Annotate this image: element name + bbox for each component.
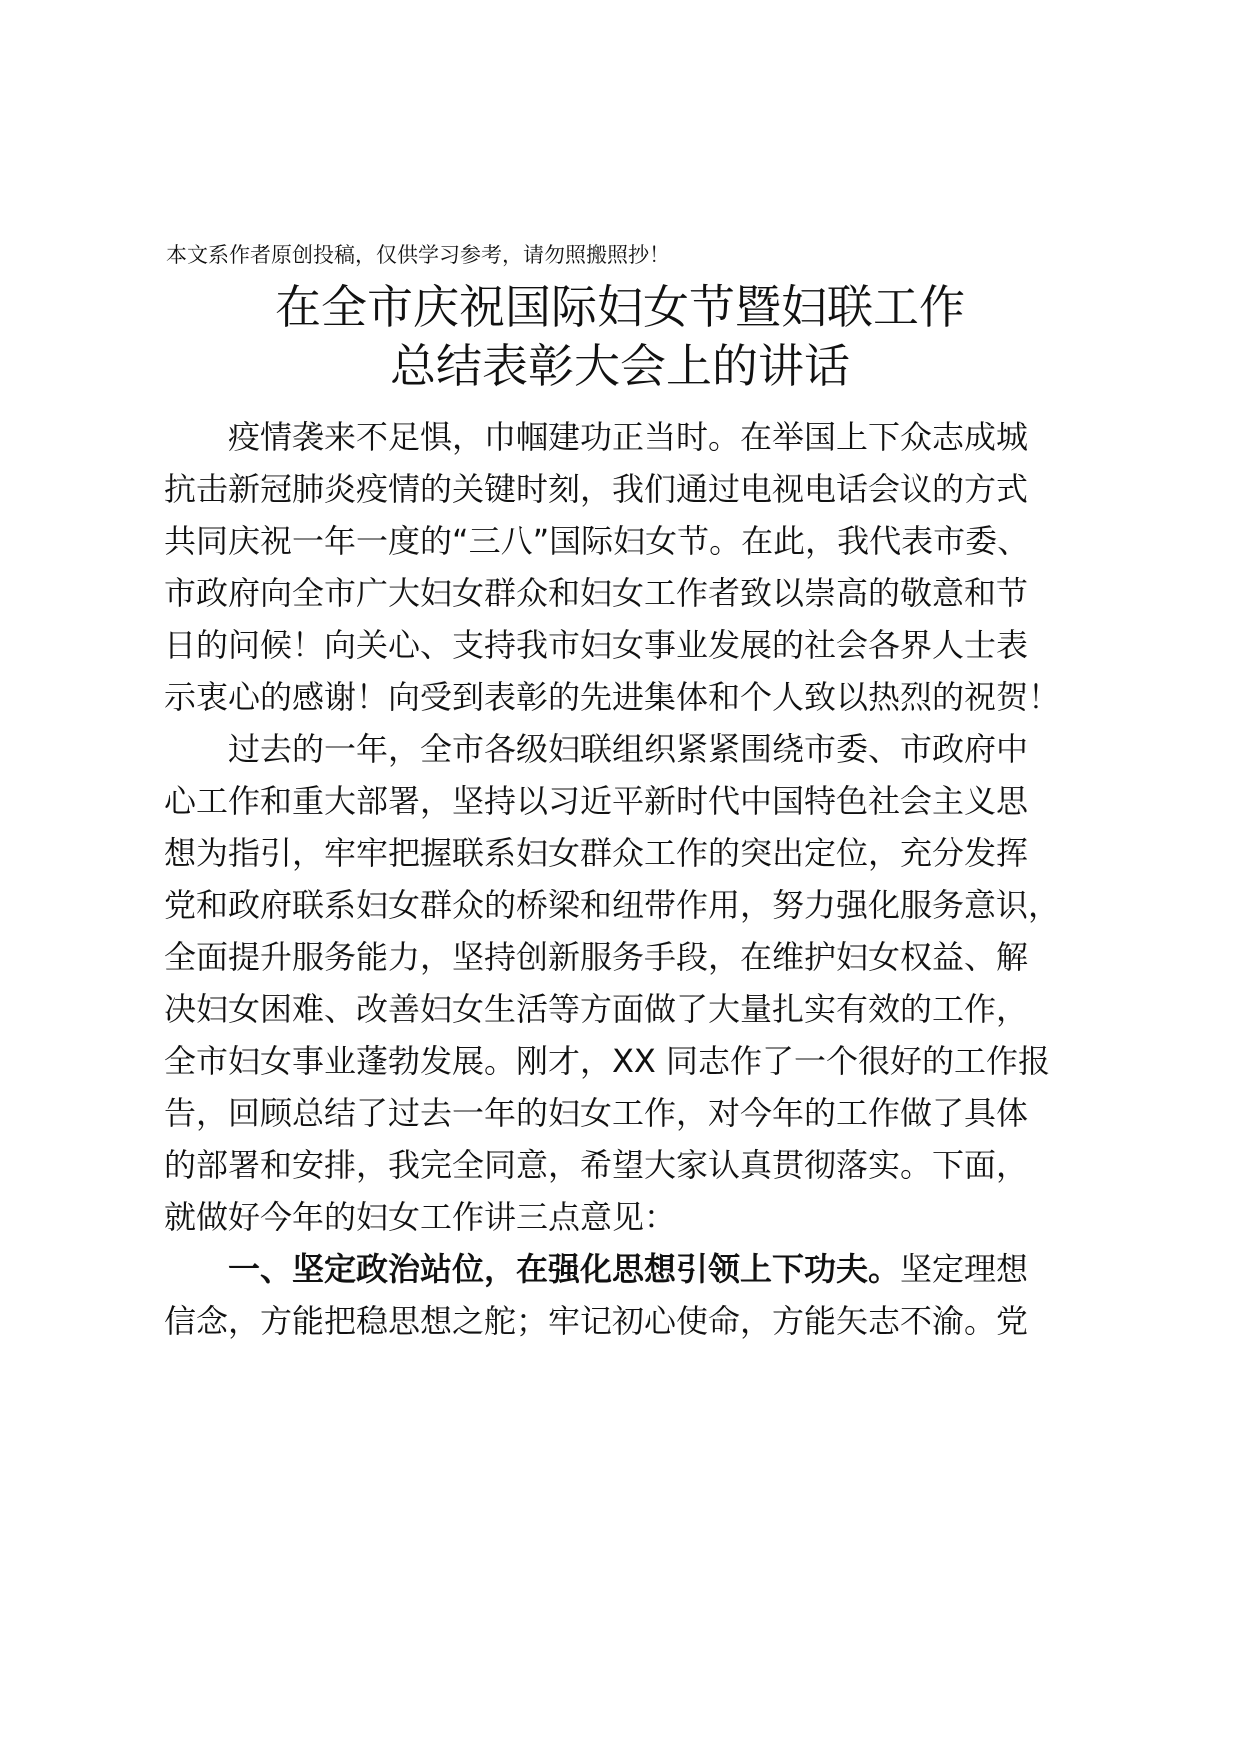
paragraph-line: 决妇女困难、改善妇女生活等方面做了大量扎实有效的工作， xyxy=(164,990,1029,1028)
paragraph-line: 示衷心的感谢！向受到表彰的先进集体和个人致以热烈的祝贺！ xyxy=(164,678,1061,716)
title-line-2: 总结表彰大会上的讲话 xyxy=(390,339,850,393)
paragraph-line: 信念，方能把稳思想之舵；牢记初心使命，方能矢志不渝。党 xyxy=(164,1302,1029,1340)
copyright-notice: 本文系作者原创投稿，仅供学习参考，请勿照搬照抄！ xyxy=(166,243,670,267)
section-1-line xyxy=(228,1249,1028,1289)
paragraph-line: 全面提升服务能力，坚持创新服务手段，在维护妇女权益、解 xyxy=(164,938,1029,976)
paragraph-line: 想为指引，牢牢把握联系妇女群众工作的突出定位，充分发挥 xyxy=(164,834,1029,872)
paragraph-line: 共同庆祝一年一度的“三八”国际妇女节。在此，我代表市委、 xyxy=(164,522,1030,560)
paragraph-line: 市政府向全市广大妇女群众和妇女工作者致以崇高的敬意和节 xyxy=(164,574,1029,612)
paragraph-line: 就做好今年的妇女工作讲三点意见： xyxy=(164,1198,677,1236)
section-1-heading: 一、坚定政治站位，在强化思想引领上下功夫。 xyxy=(228,1250,901,1288)
paragraph-line: 的部署和安排，我完全同意，希望大家认真贯彻落实。下面， xyxy=(164,1146,1029,1184)
paragraph-line: 全市妇女事业蓬勃发展。刚才，XX 同志作了一个很好的工作报 xyxy=(164,1042,1051,1080)
paragraph-line: 过去的一年，全市各级妇联组织紧紧围绕市委、市政府中 xyxy=(228,730,1029,768)
paragraph-line: 党和政府联系妇女群众的桥梁和纽带作用，努力强化服务意识， xyxy=(164,886,1061,924)
paragraph-line: 抗击新冠肺炎疫情的关键时刻，我们通过电视电话会议的方式 xyxy=(164,470,1029,508)
paragraph-line: 疫情袭来不足惧，巾帼建功正当时。在举国上下众志成城 xyxy=(228,418,1029,456)
paragraph-line: 心工作和重大部署，坚持以习近平新时代中国特色社会主义思 xyxy=(164,782,1029,820)
paragraph-line: 日的问候！向关心、支持我市妇女事业发展的社会各界人士表 xyxy=(164,626,1029,664)
section-1-text: 坚定理想 xyxy=(900,1250,1029,1288)
paragraph-line: 告，回顾总结了过去一年的妇女工作，对今年的工作做了具体 xyxy=(164,1094,1029,1132)
title-line-1: 在全市庆祝国际妇女节暨妇联工作 xyxy=(275,280,965,334)
